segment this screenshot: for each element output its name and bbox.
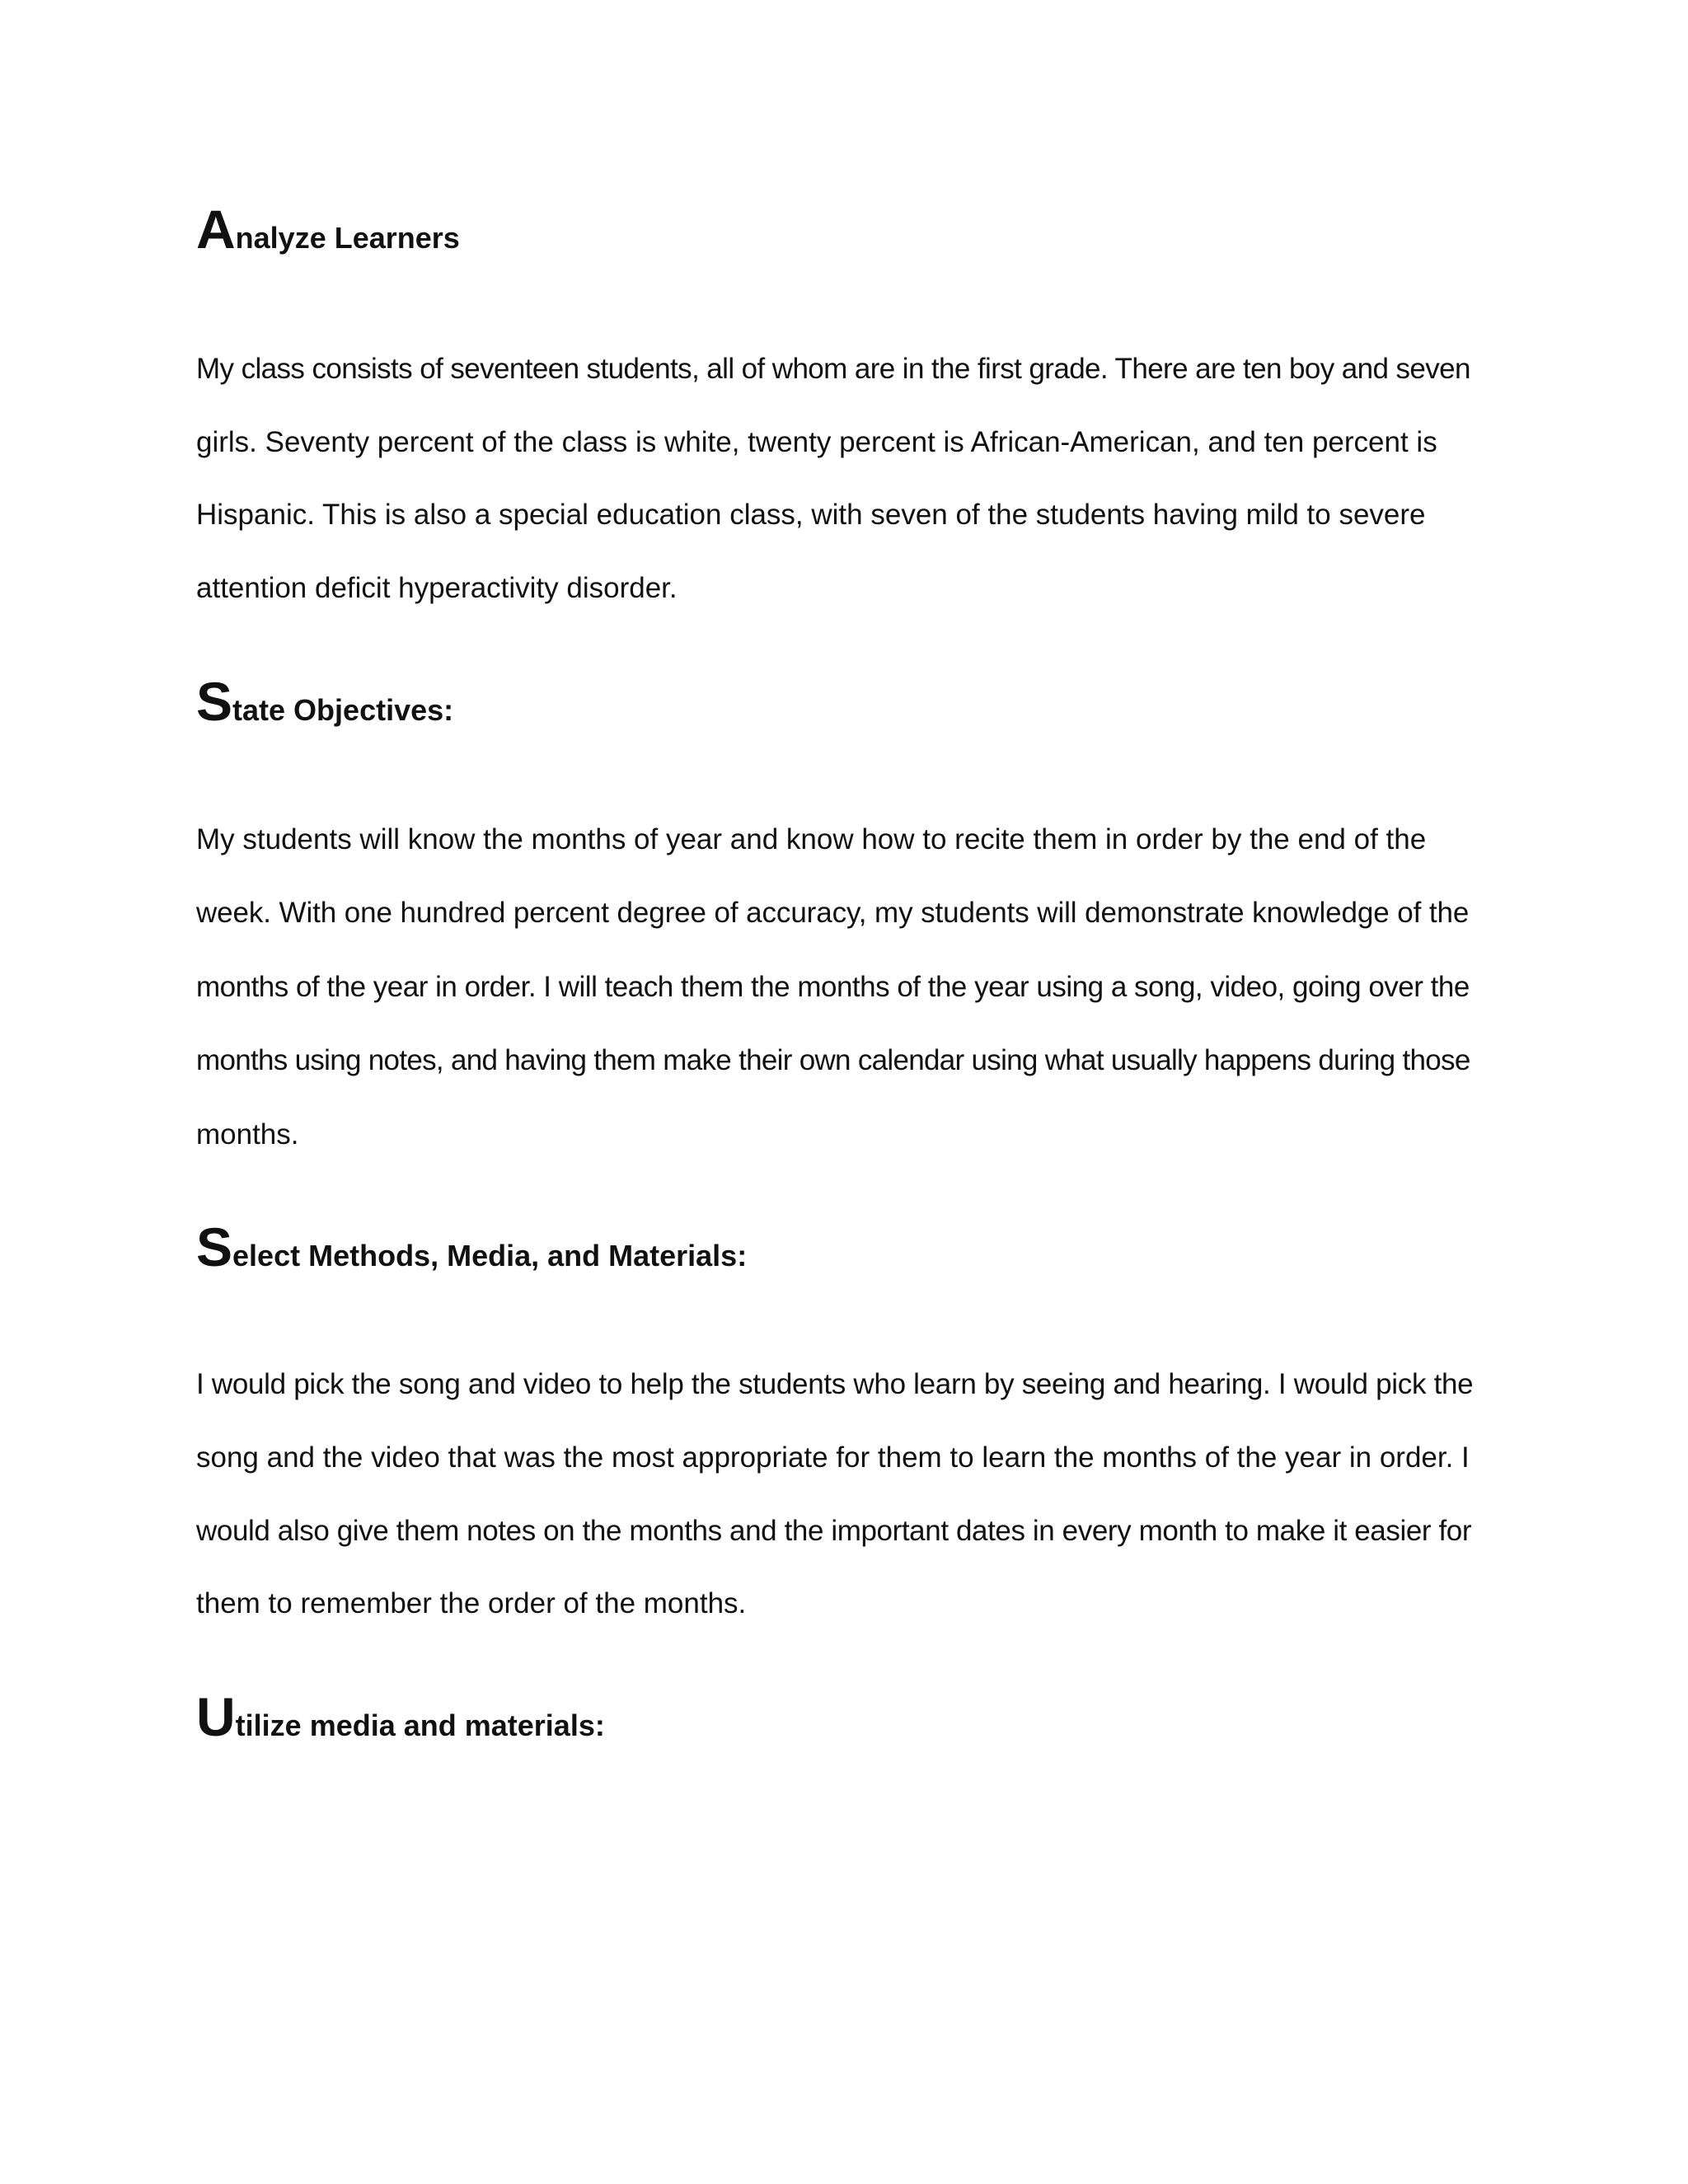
heading-initial: A (196, 199, 236, 260)
heading-analyze-learners (196, 199, 460, 260)
heading-text: elect Methods, Media, and Materials: (232, 1239, 748, 1272)
paragraph-line: My students will know the months of year and know how to recite them in order by the end of the (196, 823, 1427, 855)
paragraph-line: week. With one hundred percent degree of accuracy, my students will demonstrate knowledge of the (196, 897, 1470, 929)
paragraph-line: song and the video that was the most appropriate for them to learn the months of the year in order. I (196, 1441, 1470, 1474)
heading-initial: U (196, 1686, 236, 1747)
heading-initial: S (196, 1216, 233, 1277)
paragraph-line: Hispanic. This is also a special education class, with seven of the students having mild to severe (196, 499, 1426, 531)
paragraph-line: months. (196, 1118, 299, 1151)
paragraph-line: would also give them notes on the months and the important dates in every month to make it easier for (196, 1515, 1472, 1547)
paragraph-line: months of the year in order. I will teach them the months of the year using a song, video, going over the (196, 971, 1470, 1003)
heading-select-methods (196, 1216, 748, 1277)
heading-initial: S (196, 671, 233, 732)
heading-text: tate Objectives: (232, 693, 454, 727)
paragraph-line: My class consists of seventeen students, all of whom are in the first grade. There are ten boy and seven (196, 353, 1470, 385)
heading-text: nalyze Learners (235, 221, 460, 255)
heading-state-objectives (196, 671, 454, 732)
heading-text: tilize media and materials: (235, 1708, 605, 1742)
paragraph-line: months using notes, and having them make their own calendar using what usually happens during those (196, 1044, 1470, 1076)
paragraph-line: them to remember the order of the months. (196, 1587, 747, 1619)
heading-utilize-media (196, 1686, 605, 1747)
paragraph-line: I would pick the song and video to help the students who learn by seeing and hearing. I would pick the (196, 1368, 1474, 1400)
paragraph-line: attention deficit hyperactivity disorder. (196, 572, 678, 604)
paragraph-line: girls. Seventy percent of the class is white, twenty percent is African-American, and ten percent is (196, 426, 1437, 458)
